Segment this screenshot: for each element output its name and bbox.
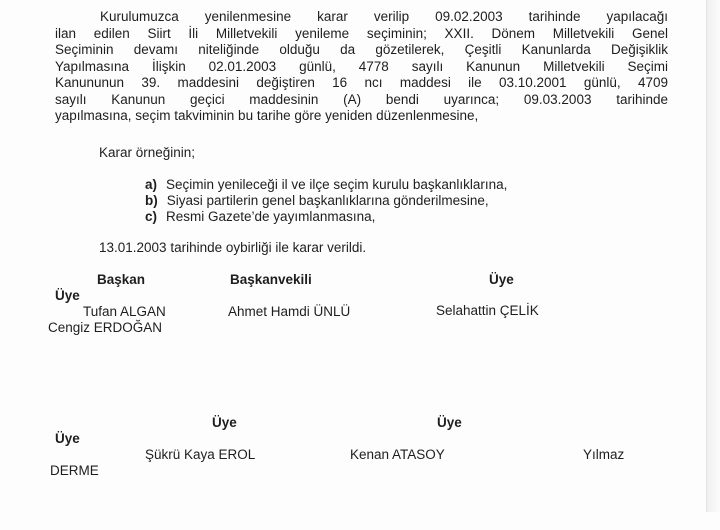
paragraph-line: Kanununun 39. maddesini değiştiren 16 ncı maddesi ile 03.10.2001 günlü, 4709 [55,75,668,90]
signature-title-uye-center2: Üye [437,415,462,430]
list-item-text: Siyasi partilerin genel başkanlıklarına gönderilmesine, [166,193,489,208]
paragraph-line: yapılmasına, seçim takviminin bu tarihe göre yeniden düzenlenmesine, [55,108,479,123]
signature-title-uye-center1: Üye [212,415,237,430]
signature-title-baskanvekili: Başkanvekili [230,272,312,287]
signature-title-baskan: Başkan [97,272,146,287]
list-item-label: a) [145,177,158,192]
page-edge [706,0,720,512]
list-item-c [145,209,507,225]
signature-name-baskanvekili: Ahmet Hamdi ÜNLÜ [228,304,351,319]
karar-list [145,177,507,225]
list-item-b [145,193,507,209]
paragraph-line: Yapılmasına İlişkin 02.01.2003 günlü, 4778 sayılı Kanunun Milletvekili Seçimi [55,58,668,74]
signature-name-uye-right-part1: Yılmaz [583,447,625,462]
paragraph-line: Kurulumuzca yenilenmesine karar verilip 09.02.2003 tarihinde yapılacağı [100,9,668,24]
paragraph-line: Seçiminin devamı niteliğinde olduğu da gözetilerek, Çeşitli Kanunlarda Değişiklik [55,42,668,57]
list-item-label: b) [145,193,158,208]
signature-title-uye-left: Üye [55,288,80,303]
list-item-text: Seçimin yenileceği il ve ilçe seçim kurulu başkanlıklarına, [166,177,508,192]
signature-title-uye-left2: Üye [55,431,80,446]
decision-date-line: 13.01.2003 tarihinde oybirliği ile karar verildi. [99,240,367,255]
signature-name-uye-left: Cengiz ERDOĞAN [48,320,163,335]
list-item-label: c) [145,209,158,224]
paragraph-line: sayılı Kanunun geçici maddesinin (A) bendi uyarınca; 09.03.2003 tarihinde [55,91,668,107]
signature-name-baskan: Tufan ALGAN [83,304,166,319]
signature-name-uye-center2: Kenan ATASOY [350,447,445,462]
body-paragraph [55,9,668,125]
paragraph-line: ilan edilen Siirt İli Milletvekili yenileme seçiminin; XXII. Dönem Milletvekili Genel [55,25,668,41]
karar-intro-text: Karar örneğinin; [99,145,196,160]
list-item-text: Resmi Gazete’de yayımlanmasına, [166,209,376,224]
signature-title-uye-right: Üye [489,272,514,287]
signature-name-uye-right-part2: DERME [50,463,99,478]
signature-name-uye-center1: Şükrü Kaya EROL [145,447,256,462]
signature-name-uye-right: Selahattin ÇELİK [436,303,539,318]
list-item-a [145,177,507,193]
